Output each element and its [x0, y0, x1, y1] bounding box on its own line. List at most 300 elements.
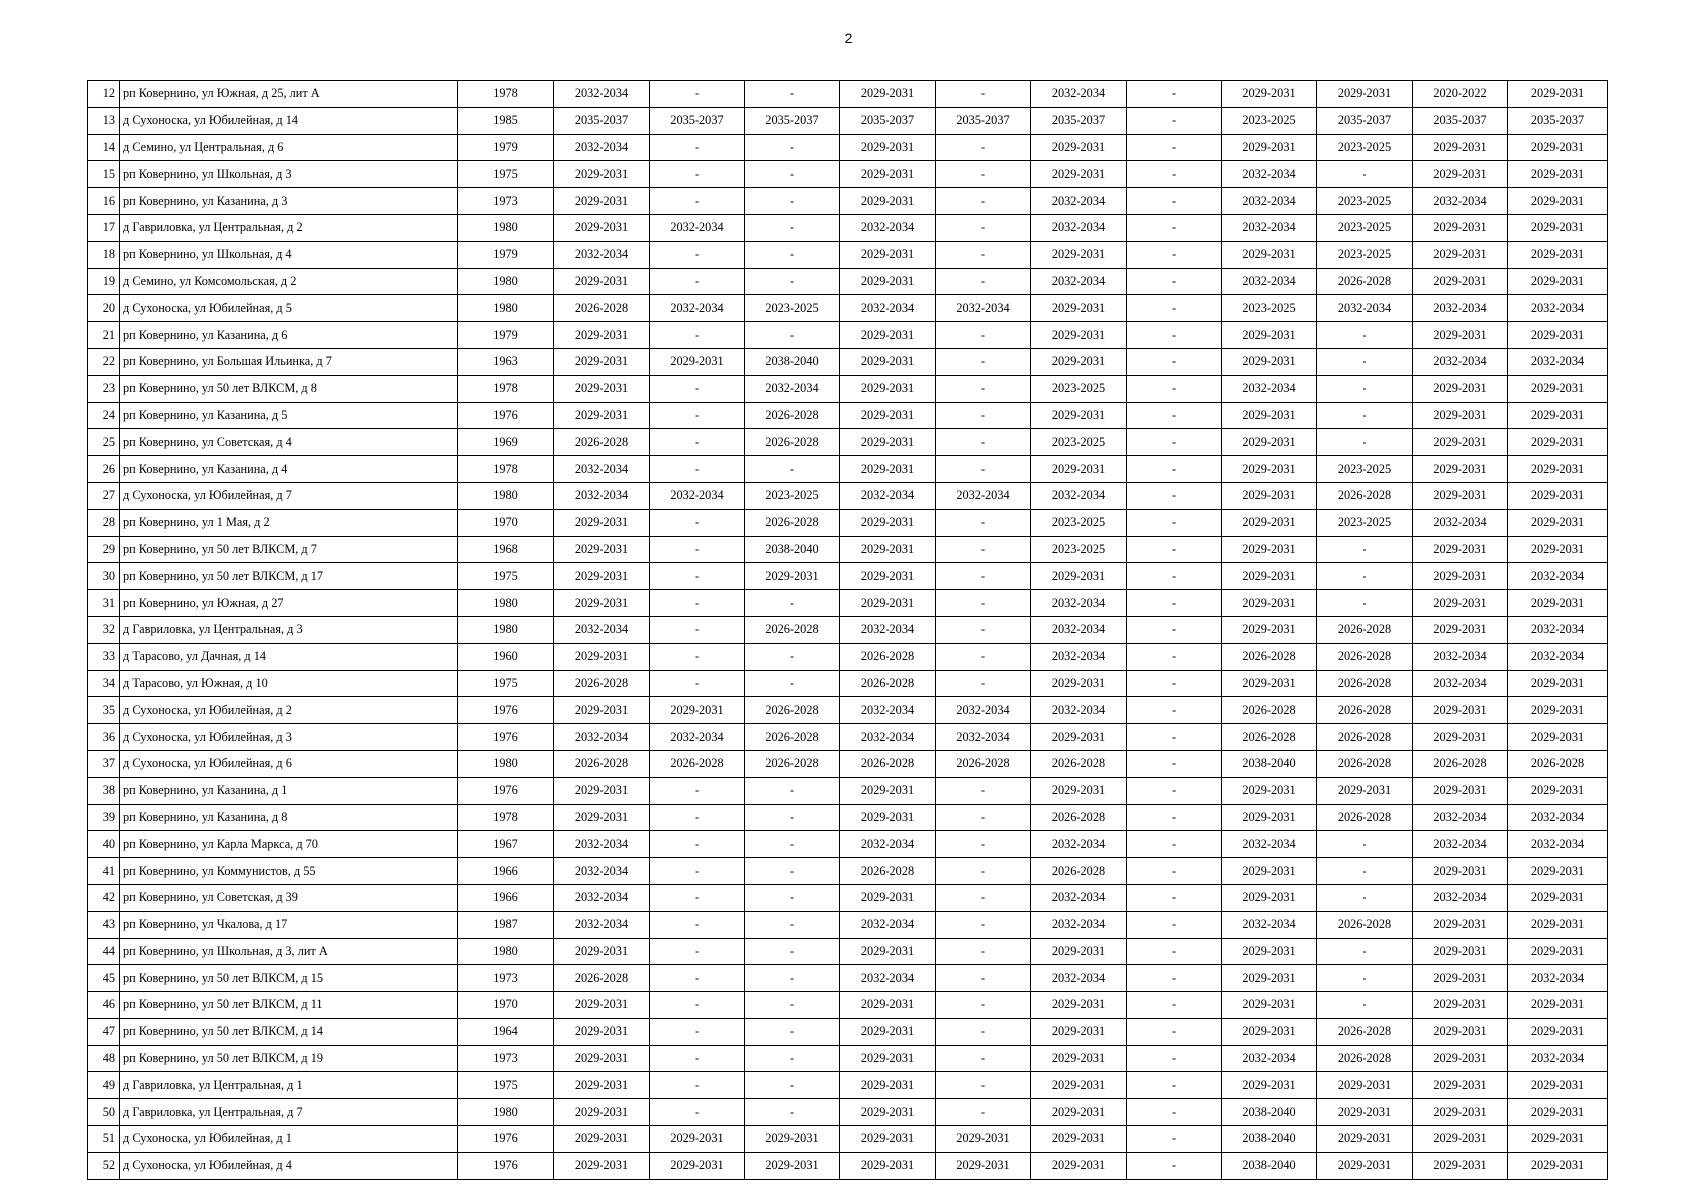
period-cell: - — [936, 965, 1031, 992]
address-cell: д Гавриловка, ул Центральная, д 2 — [120, 214, 458, 241]
period-cell: - — [1127, 643, 1222, 670]
period-cell: 2029-2031 — [554, 1126, 650, 1153]
period-cell: - — [936, 1072, 1031, 1099]
period-cell: - — [936, 134, 1031, 161]
period-cell: 2023-2025 — [1317, 188, 1413, 215]
period-cell: - — [650, 456, 745, 483]
period-cell: 2029-2031 — [1222, 777, 1317, 804]
table-row — [88, 509, 1608, 536]
period-cell: 2023-2025 — [745, 295, 840, 322]
period-cell: 2029-2031 — [840, 161, 936, 188]
period-cell: 2029-2031 — [1317, 81, 1413, 108]
row-number-cell: 38 — [88, 777, 120, 804]
period-cell: 2032-2034 — [840, 831, 936, 858]
period-cell: 2029-2031 — [1508, 81, 1608, 108]
period-cell: 2029-2031 — [1031, 1099, 1127, 1126]
period-cell: - — [936, 670, 1031, 697]
table-row — [88, 456, 1608, 483]
period-cell: 2029-2031 — [554, 161, 650, 188]
table-row — [88, 724, 1608, 751]
period-cell: 2029-2031 — [554, 1045, 650, 1072]
period-cell: 2026-2028 — [554, 670, 650, 697]
table-row — [88, 322, 1608, 349]
period-cell: 2029-2031 — [554, 777, 650, 804]
period-cell: 2029-2031 — [554, 590, 650, 617]
period-cell: - — [936, 214, 1031, 241]
period-cell: 2032-2034 — [840, 616, 936, 643]
period-cell: 2026-2028 — [1317, 482, 1413, 509]
table-row — [88, 616, 1608, 643]
period-cell: 2029-2031 — [1508, 456, 1608, 483]
period-cell: - — [1317, 348, 1413, 375]
address-cell: д Гавриловка, ул Центральная, д 7 — [120, 1099, 458, 1126]
row-number-cell: 36 — [88, 724, 120, 751]
period-cell: 2029-2031 — [1413, 858, 1508, 885]
year-built-cell: 1966 — [458, 858, 554, 885]
period-cell: 2029-2031 — [1222, 938, 1317, 965]
row-number-cell: 45 — [88, 965, 120, 992]
period-cell: - — [936, 938, 1031, 965]
address-cell: рп Ковернино, ул Школьная, д 4 — [120, 241, 458, 268]
period-cell: 2032-2034 — [1508, 563, 1608, 590]
period-cell: 2029-2031 — [1413, 992, 1508, 1019]
period-cell: - — [936, 911, 1031, 938]
period-cell: 2032-2034 — [1413, 831, 1508, 858]
period-cell: 2029-2031 — [1508, 134, 1608, 161]
period-cell: 2029-2031 — [1508, 1018, 1608, 1045]
period-cell: 2026-2028 — [554, 429, 650, 456]
period-cell: - — [650, 777, 745, 804]
period-cell: - — [745, 161, 840, 188]
period-cell: - — [1127, 831, 1222, 858]
row-number-cell: 22 — [88, 348, 120, 375]
period-cell: 2029-2031 — [554, 214, 650, 241]
period-cell: 2023-2025 — [1317, 214, 1413, 241]
period-cell: 2038-2040 — [745, 348, 840, 375]
address-cell: рп Ковернино, ул 1 Мая, д 2 — [120, 509, 458, 536]
year-built-cell: 1975 — [458, 161, 554, 188]
period-cell: - — [745, 1018, 840, 1045]
address-cell: рп Ковернино, ул Карла Маркса, д 70 — [120, 831, 458, 858]
address-cell: рп Ковернино, ул 50 лет ВЛКСМ, д 14 — [120, 1018, 458, 1045]
period-cell: 2029-2031 — [554, 643, 650, 670]
row-number-cell: 51 — [88, 1126, 120, 1153]
table-row — [88, 992, 1608, 1019]
period-cell: - — [650, 858, 745, 885]
period-cell: 2029-2031 — [1031, 241, 1127, 268]
period-cell: - — [745, 804, 840, 831]
period-cell: 2032-2034 — [1508, 1045, 1608, 1072]
period-cell: 2029-2031 — [1031, 938, 1127, 965]
period-cell: 2026-2028 — [1508, 750, 1608, 777]
period-cell: 2038-2040 — [1222, 1099, 1317, 1126]
period-cell: 2029-2031 — [1222, 482, 1317, 509]
period-cell: - — [1317, 563, 1413, 590]
period-cell: 2029-2031 — [1508, 858, 1608, 885]
period-cell: 2029-2031 — [1508, 938, 1608, 965]
period-cell: - — [745, 1072, 840, 1099]
period-cell: 2026-2028 — [554, 965, 650, 992]
row-number-cell: 29 — [88, 536, 120, 563]
period-cell: 2029-2031 — [1031, 563, 1127, 590]
period-cell: 2029-2031 — [1413, 429, 1508, 456]
period-cell: 2029-2031 — [1508, 724, 1608, 751]
period-cell: - — [1127, 536, 1222, 563]
period-cell: 2029-2031 — [745, 563, 840, 590]
period-cell: 2029-2031 — [554, 992, 650, 1019]
period-cell: - — [1317, 992, 1413, 1019]
period-cell: - — [650, 884, 745, 911]
period-cell: 2029-2031 — [554, 322, 650, 349]
period-cell: 2029-2031 — [840, 81, 936, 108]
address-cell: д Гавриловка, ул Центральная, д 3 — [120, 616, 458, 643]
period-cell: - — [1317, 161, 1413, 188]
period-cell: 2029-2031 — [1031, 1045, 1127, 1072]
period-cell: 2032-2034 — [840, 482, 936, 509]
address-cell: рп Ковернино, ул Школьная, д 3 — [120, 161, 458, 188]
period-cell: - — [1317, 375, 1413, 402]
period-cell: 2029-2031 — [554, 697, 650, 724]
period-cell: 2032-2034 — [650, 295, 745, 322]
table-row — [88, 375, 1608, 402]
period-cell: - — [745, 938, 840, 965]
period-cell: 2029-2031 — [554, 188, 650, 215]
period-cell: 2026-2028 — [745, 402, 840, 429]
period-cell: 2032-2034 — [1222, 268, 1317, 295]
period-cell: 2032-2034 — [1413, 643, 1508, 670]
period-cell: 2029-2031 — [840, 134, 936, 161]
period-cell: 2032-2034 — [1031, 214, 1127, 241]
year-built-cell: 1980 — [458, 268, 554, 295]
period-cell: - — [1317, 965, 1413, 992]
period-cell: 2029-2031 — [1508, 241, 1608, 268]
period-cell: - — [1127, 804, 1222, 831]
period-cell: 2029-2031 — [1317, 1072, 1413, 1099]
year-built-cell: 1975 — [458, 670, 554, 697]
row-number-cell: 33 — [88, 643, 120, 670]
period-cell: 2026-2028 — [1317, 697, 1413, 724]
period-cell: 2029-2031 — [1031, 402, 1127, 429]
period-cell: 2029-2031 — [1031, 322, 1127, 349]
period-cell: 2029-2031 — [554, 1099, 650, 1126]
period-cell: 2035-2037 — [650, 107, 745, 134]
period-cell: 2032-2034 — [1031, 268, 1127, 295]
period-cell: - — [1127, 590, 1222, 617]
period-cell: - — [1127, 1126, 1222, 1153]
period-cell: - — [650, 322, 745, 349]
period-cell: - — [745, 188, 840, 215]
period-cell: - — [1127, 1018, 1222, 1045]
year-built-cell: 1980 — [458, 616, 554, 643]
period-cell: - — [745, 241, 840, 268]
period-cell: 2032-2034 — [936, 724, 1031, 751]
period-cell: 2026-2028 — [745, 750, 840, 777]
period-cell: 2029-2031 — [840, 375, 936, 402]
table-row — [88, 1045, 1608, 1072]
period-cell: - — [1127, 456, 1222, 483]
period-cell: 2029-2031 — [554, 536, 650, 563]
row-number-cell: 14 — [88, 134, 120, 161]
period-cell: - — [745, 858, 840, 885]
period-cell: 2026-2028 — [1317, 911, 1413, 938]
period-cell: - — [650, 81, 745, 108]
period-cell: - — [1127, 1099, 1222, 1126]
period-cell: - — [745, 1099, 840, 1126]
address-cell: д Сухоноска, ул Юбилейная, д 7 — [120, 482, 458, 509]
period-cell: - — [1127, 375, 1222, 402]
period-cell: 2029-2031 — [554, 563, 650, 590]
period-cell: 2026-2028 — [745, 429, 840, 456]
year-built-cell: 1975 — [458, 563, 554, 590]
period-cell: 2032-2034 — [1031, 965, 1127, 992]
period-cell: 2026-2028 — [936, 750, 1031, 777]
period-cell: 2029-2031 — [1413, 616, 1508, 643]
period-cell: - — [1127, 911, 1222, 938]
period-cell: 2029-2031 — [1413, 777, 1508, 804]
year-built-cell: 1978 — [458, 375, 554, 402]
period-cell: - — [936, 563, 1031, 590]
period-cell: 2032-2034 — [1413, 188, 1508, 215]
period-cell: 2026-2028 — [554, 750, 650, 777]
period-cell: 2032-2034 — [745, 375, 840, 402]
period-cell: 2029-2031 — [840, 456, 936, 483]
period-cell: 2029-2031 — [840, 884, 936, 911]
table-row — [88, 563, 1608, 590]
period-cell: 2032-2034 — [840, 295, 936, 322]
row-number-cell: 19 — [88, 268, 120, 295]
period-cell: 2029-2031 — [1508, 188, 1608, 215]
period-cell: 2029-2031 — [840, 1072, 936, 1099]
table-row — [88, 911, 1608, 938]
period-cell: - — [745, 643, 840, 670]
period-cell: 2029-2031 — [745, 1152, 840, 1179]
year-built-cell: 1963 — [458, 348, 554, 375]
period-cell: - — [1127, 429, 1222, 456]
period-cell: - — [1317, 322, 1413, 349]
period-cell: 2026-2028 — [1413, 750, 1508, 777]
period-cell: - — [650, 616, 745, 643]
table-row — [88, 536, 1608, 563]
year-built-cell: 1978 — [458, 804, 554, 831]
period-cell: 2029-2031 — [840, 188, 936, 215]
period-cell: 2029-2031 — [1222, 241, 1317, 268]
address-cell: д Тарасово, ул Южная, д 10 — [120, 670, 458, 697]
period-cell: 2029-2031 — [1222, 670, 1317, 697]
period-cell: 2032-2034 — [1413, 804, 1508, 831]
period-cell: 2029-2031 — [840, 1018, 936, 1045]
period-cell: - — [650, 1072, 745, 1099]
table-row — [88, 241, 1608, 268]
period-cell: 2029-2031 — [1508, 536, 1608, 563]
period-cell: - — [745, 456, 840, 483]
period-cell: 2032-2034 — [554, 831, 650, 858]
period-cell: - — [936, 884, 1031, 911]
period-cell: - — [1127, 750, 1222, 777]
period-cell: - — [936, 831, 1031, 858]
period-cell: 2029-2031 — [1413, 1126, 1508, 1153]
period-cell: - — [745, 134, 840, 161]
address-cell: рп Ковернино, ул Южная, д 25, лит А — [120, 81, 458, 108]
period-cell: 2032-2034 — [554, 724, 650, 751]
period-cell: - — [650, 402, 745, 429]
row-number-cell: 32 — [88, 616, 120, 643]
year-built-cell: 1973 — [458, 1045, 554, 1072]
year-built-cell: 1985 — [458, 107, 554, 134]
year-built-cell: 1976 — [458, 1152, 554, 1179]
period-cell: 2029-2031 — [1413, 241, 1508, 268]
row-number-cell: 17 — [88, 214, 120, 241]
year-built-cell: 1970 — [458, 509, 554, 536]
period-cell: 2032-2034 — [554, 456, 650, 483]
period-cell: 2026-2028 — [1317, 724, 1413, 751]
period-cell: 2035-2037 — [936, 107, 1031, 134]
table-row — [88, 1072, 1608, 1099]
period-cell: 2029-2031 — [1413, 938, 1508, 965]
address-cell: рп Ковернино, ул Чкалова, д 17 — [120, 911, 458, 938]
period-cell: 2029-2031 — [840, 429, 936, 456]
period-cell: - — [1317, 938, 1413, 965]
period-cell: 2032-2034 — [1031, 831, 1127, 858]
period-cell: 2029-2031 — [1222, 1072, 1317, 1099]
period-cell: 2032-2034 — [650, 724, 745, 751]
row-number-cell: 15 — [88, 161, 120, 188]
address-cell: рп Ковернино, ул Казанина, д 3 — [120, 188, 458, 215]
period-cell: 2026-2028 — [1317, 616, 1413, 643]
schedule-table — [87, 80, 1608, 1180]
period-cell: - — [1127, 188, 1222, 215]
period-cell: 2038-2040 — [745, 536, 840, 563]
period-cell: - — [745, 590, 840, 617]
period-cell: 2023-2025 — [1031, 375, 1127, 402]
address-cell: д Семино, ул Центральная, д 6 — [120, 134, 458, 161]
row-number-cell: 23 — [88, 375, 120, 402]
period-cell: - — [650, 643, 745, 670]
period-cell: 2029-2031 — [554, 938, 650, 965]
period-cell: 2029-2031 — [650, 697, 745, 724]
period-cell: - — [650, 1045, 745, 1072]
period-cell: 2035-2037 — [1031, 107, 1127, 134]
period-cell: - — [1127, 322, 1222, 349]
period-cell: 2035-2037 — [1508, 107, 1608, 134]
period-cell: 2023-2025 — [1031, 509, 1127, 536]
period-cell: 2032-2034 — [650, 482, 745, 509]
period-cell: 2032-2034 — [554, 134, 650, 161]
period-cell: 2029-2031 — [554, 1072, 650, 1099]
period-cell: - — [650, 911, 745, 938]
address-cell: д Сухоноска, ул Юбилейная, д 5 — [120, 295, 458, 322]
period-cell: 2029-2031 — [1222, 81, 1317, 108]
period-cell: - — [650, 241, 745, 268]
period-cell: 2032-2034 — [1413, 348, 1508, 375]
address-cell: рп Ковернино, ул Казанина, д 4 — [120, 456, 458, 483]
period-cell: 2029-2031 — [554, 348, 650, 375]
period-cell: 2032-2034 — [936, 295, 1031, 322]
period-cell: 2029-2031 — [1222, 348, 1317, 375]
table-row — [88, 295, 1608, 322]
period-cell: 2032-2034 — [840, 697, 936, 724]
period-cell: 2032-2034 — [1031, 482, 1127, 509]
period-cell: - — [745, 322, 840, 349]
period-cell: 2032-2034 — [1031, 697, 1127, 724]
period-cell: - — [745, 81, 840, 108]
period-cell: 2029-2031 — [1222, 1018, 1317, 1045]
period-cell: - — [1127, 134, 1222, 161]
address-cell: д Сухоноска, ул Юбилейная, д 4 — [120, 1152, 458, 1179]
period-cell: 2032-2034 — [554, 241, 650, 268]
period-cell: 2029-2031 — [1508, 268, 1608, 295]
period-cell: 2026-2028 — [840, 750, 936, 777]
period-cell: - — [1127, 884, 1222, 911]
period-cell: 2026-2028 — [1222, 724, 1317, 751]
address-cell: д Сухоноска, ул Юбилейная, д 1 — [120, 1126, 458, 1153]
period-cell: 2029-2031 — [1031, 295, 1127, 322]
period-cell: - — [1317, 858, 1413, 885]
address-cell: д Сухоноска, ул Юбилейная, д 6 — [120, 750, 458, 777]
period-cell: - — [650, 992, 745, 1019]
period-cell: 2029-2031 — [650, 1126, 745, 1153]
address-cell: д Сухоноска, ул Юбилейная, д 2 — [120, 697, 458, 724]
period-cell: 2029-2031 — [1031, 134, 1127, 161]
period-cell: - — [650, 375, 745, 402]
period-cell: 2029-2031 — [1413, 1045, 1508, 1072]
period-cell: 2023-2025 — [1031, 536, 1127, 563]
row-number-cell: 34 — [88, 670, 120, 697]
period-cell: - — [1127, 992, 1222, 1019]
period-cell: - — [936, 1099, 1031, 1126]
year-built-cell: 1973 — [458, 188, 554, 215]
period-cell: - — [650, 429, 745, 456]
address-cell: рп Ковернино, ул Казанина, д 5 — [120, 402, 458, 429]
period-cell: 2029-2031 — [1031, 670, 1127, 697]
period-cell: 2032-2034 — [1222, 161, 1317, 188]
row-number-cell: 18 — [88, 241, 120, 268]
period-cell: 2029-2031 — [1413, 268, 1508, 295]
period-cell: 2029-2031 — [554, 509, 650, 536]
table-row — [88, 697, 1608, 724]
row-number-cell: 26 — [88, 456, 120, 483]
period-cell: 2026-2028 — [1317, 268, 1413, 295]
period-cell: 2032-2034 — [840, 724, 936, 751]
row-number-cell: 31 — [88, 590, 120, 617]
year-built-cell: 1980 — [458, 938, 554, 965]
row-number-cell: 41 — [88, 858, 120, 885]
period-cell: 2026-2028 — [1317, 670, 1413, 697]
period-cell: - — [650, 670, 745, 697]
period-cell: 2032-2034 — [1508, 804, 1608, 831]
table-row — [88, 188, 1608, 215]
period-cell: 2029-2031 — [554, 804, 650, 831]
table-row — [88, 1126, 1608, 1153]
period-cell: - — [936, 456, 1031, 483]
period-cell: 2032-2034 — [1413, 670, 1508, 697]
period-cell: - — [1317, 831, 1413, 858]
period-cell: 2029-2031 — [840, 1126, 936, 1153]
row-number-cell: 20 — [88, 295, 120, 322]
table-row — [88, 134, 1608, 161]
period-cell: - — [936, 1045, 1031, 1072]
period-cell: 2032-2034 — [1508, 965, 1608, 992]
period-cell: 2029-2031 — [650, 1152, 745, 1179]
period-cell: 2029-2031 — [840, 563, 936, 590]
year-built-cell: 1973 — [458, 965, 554, 992]
period-cell: 2029-2031 — [1031, 724, 1127, 751]
period-cell: 2029-2031 — [1222, 509, 1317, 536]
period-cell: 2029-2031 — [1508, 1126, 1608, 1153]
table-row — [88, 429, 1608, 456]
period-cell: - — [936, 590, 1031, 617]
period-cell: - — [1127, 402, 1222, 429]
period-cell: - — [936, 804, 1031, 831]
